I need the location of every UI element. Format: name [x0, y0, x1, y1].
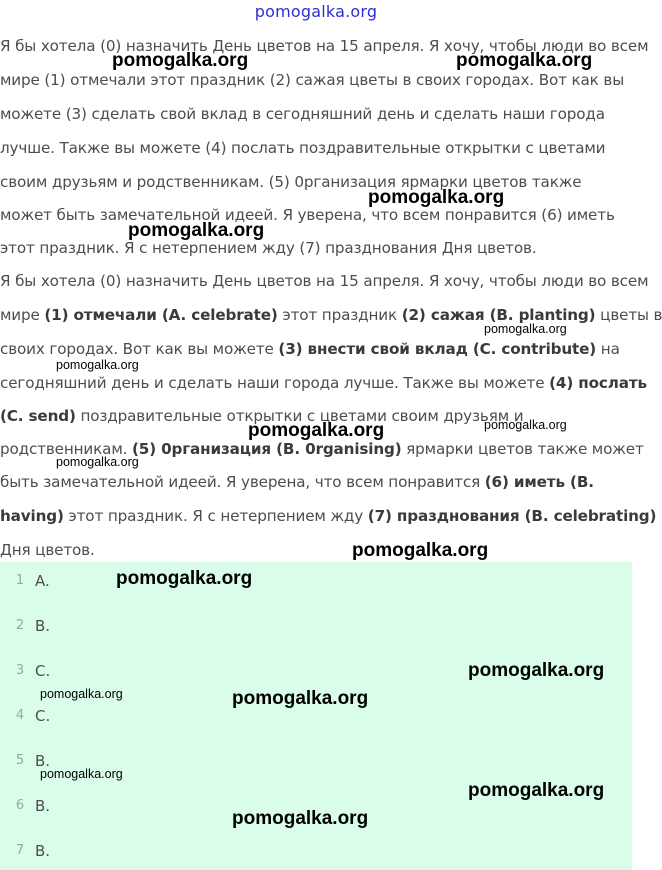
text-run: поздравительные открытки с цветами своим друзьям и: [75, 407, 524, 425]
text-run: своих городах. Вот как вы можете: [0, 340, 279, 358]
answer-highlight: (7) празднования (B. celebrating): [367, 507, 657, 525]
answer-number: 6: [15, 798, 25, 813]
answer-highlight: (4) послать: [549, 374, 647, 392]
answer-highlight: (2) сажая (B. planting): [401, 306, 596, 324]
original-line: можете (3) сделать свой вклад в сегодняшний день и сделать наши города: [0, 105, 605, 123]
answer-value: B.: [35, 617, 51, 635]
text-run: сегодняшний день и сделать наши города лучше. Также вы можете: [0, 374, 550, 392]
watermark: pomogalka.org: [368, 187, 505, 208]
answer-value: C.: [35, 707, 51, 725]
text-run: этот праздник: [277, 306, 402, 324]
answer-highlight: (C. send): [0, 407, 76, 425]
text-run: на: [596, 340, 620, 358]
answer-highlight: having): [0, 507, 64, 525]
answer-highlight: (5) 0рганизация (B. 0rganising): [132, 440, 402, 458]
original-line: может быть замечательной идеей. Я уверена, что всем понравится (6) иметь: [0, 206, 615, 224]
annotated-line: [0, 472, 594, 492]
answer-number: 4: [15, 708, 25, 723]
answer-highlight: (1) отмечали (A. celebrate): [44, 306, 278, 324]
watermark: pomogalka.org: [456, 50, 593, 71]
watermark: pomogalka.org: [112, 50, 249, 71]
answer-value: B.: [35, 842, 51, 860]
answer-number: 5: [15, 753, 25, 768]
answer-highlight: (6) иметь (B.: [484, 473, 594, 491]
watermark: pomogalka.org: [40, 767, 123, 781]
watermark: pomogalka.org: [128, 220, 265, 241]
text-run: цветы в: [595, 306, 662, 324]
annotated-line: [0, 271, 648, 291]
answer-number: 3: [15, 663, 25, 678]
answer-number: 1: [15, 573, 25, 588]
answer-value: A.: [35, 572, 50, 590]
text-run: ярмарки цветов также может: [401, 440, 644, 458]
text-run: Я бы хотела (0) назначить День цветов на 15 апреля. Я хочу, чтобы люди во всем: [0, 272, 649, 290]
original-line: мире (1) отмечали этот праздник (2) сажая цветы в своих городах. Вот как вы: [0, 71, 625, 89]
watermark: pomogalka.org: [56, 358, 139, 372]
watermark: pomogalka.org: [56, 455, 139, 469]
annotated-line: [0, 540, 95, 560]
answer-highlight: (3) внести свой вклад (C. contribute): [278, 340, 597, 358]
watermark: pomogalka.org: [352, 540, 489, 561]
text-run: этот праздник. Я с нетерпением жду: [63, 507, 368, 525]
text-run: мире: [0, 306, 45, 324]
watermark: pomogalka.org: [116, 568, 253, 589]
annotated-line: [0, 506, 656, 526]
answer-number: 2: [15, 618, 25, 633]
watermark: pomogalka.org: [248, 420, 385, 441]
answer-value: C.: [35, 662, 51, 680]
text-run: родственникам.: [0, 440, 132, 458]
annotated-line: [0, 339, 620, 359]
watermark: pomogalka.org: [484, 322, 567, 336]
annotated-line: [0, 373, 647, 393]
original-line: своим друзьям и родственникам. (5) 0рганизация ярмарки цветов также: [0, 173, 582, 191]
answer-value: B.: [35, 752, 51, 770]
watermark: pomogalka.org: [468, 780, 605, 801]
answer-value: B.: [35, 797, 51, 815]
answer-number: 7: [15, 843, 25, 858]
watermark: pomogalka.org: [232, 808, 369, 829]
original-line: лучше. Также вы можете (4) послать поздравительные открытки с цветами: [0, 139, 606, 157]
watermark: pomogalka.org: [232, 688, 369, 709]
original-line: Я бы хотела (0) назначить День цветов на 15 апреля. Я хочу, чтобы люди во всем: [0, 37, 649, 55]
watermark: pomogalka.org: [484, 418, 567, 432]
text-run: Дня цветов.: [0, 541, 95, 559]
watermark: pomogalka.org: [468, 660, 605, 681]
original-line: этот праздник. Я с нетерпением жду (7) празднования Дня цветов.: [0, 239, 537, 257]
watermark: pomogalka.org: [40, 687, 123, 701]
site-header[interactable]: pomogalka.org: [254, 2, 378, 21]
text-run: быть замечательной идеей. Я уверена, что всем понравится: [0, 473, 485, 491]
